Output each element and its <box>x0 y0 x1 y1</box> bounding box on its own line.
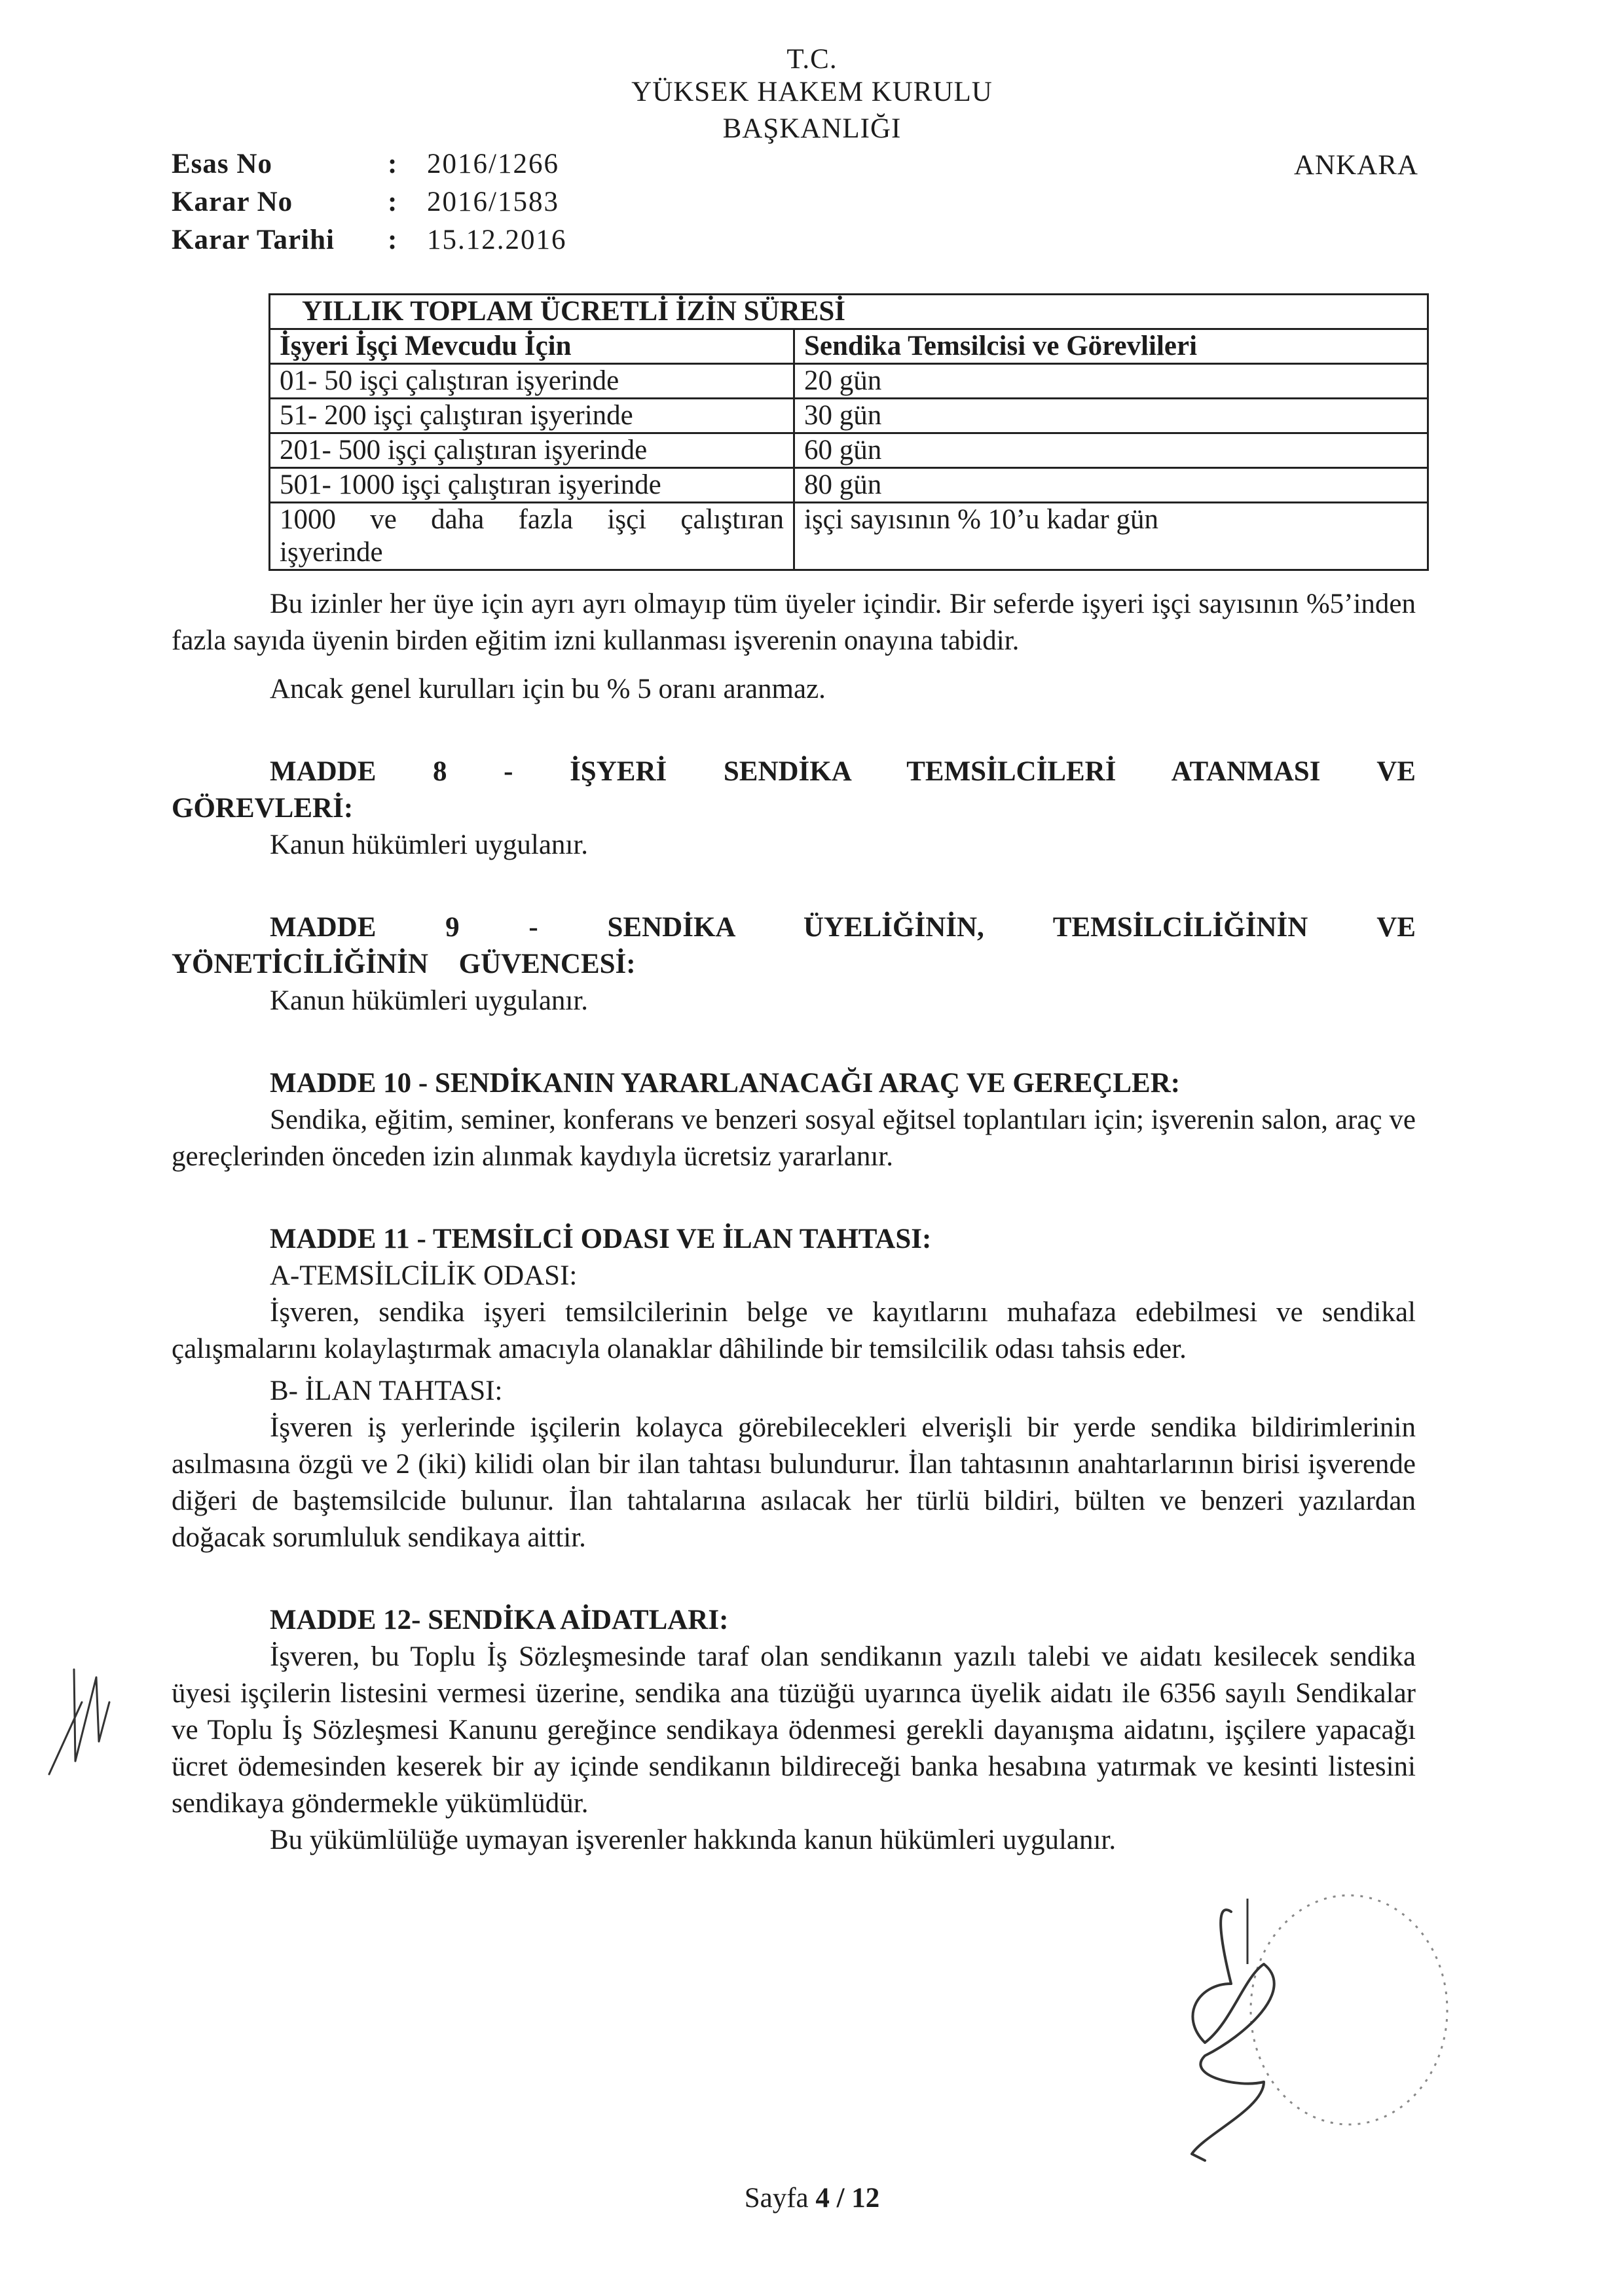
meta-row-esas <box>172 145 567 183</box>
article-text: Kanun hükümleri uygulanır. <box>270 829 589 860</box>
header-department: BAŞKANLIĞI <box>722 113 902 144</box>
meta-row-karar <box>172 183 567 221</box>
table-header-row <box>270 329 1428 364</box>
table-cell-days: 20 gün <box>794 364 1428 399</box>
table-cell-workforce: 51- 200 işçi çalıştıran işyerinde <box>270 399 794 433</box>
header-institution: YÜKSEK HAKEM KURULU <box>631 77 993 107</box>
table-cell-days: 80 gün <box>794 468 1428 503</box>
table-cell-workforce: 501- 1000 işçi çalıştıran işyerinde <box>270 468 794 503</box>
table-title-row <box>270 295 1428 329</box>
article-title: MADDE 9 - SENDİKA ÜYELİĞİNİN, TEMSİLCİLİĞİNİN VE YÖNETİCİLİĞİNİN GÜVENCESİ: <box>172 912 1416 979</box>
article-title: MADDE 11 - TEMSİLCİ ODASI VE İLAN TAHTASI: <box>270 1224 932 1254</box>
article-text: Kanun hükümleri uygulanır. <box>270 985 589 1016</box>
table-cell-line: 1000 ve daha fazla işçi çalıştıran <box>280 504 784 535</box>
paragraph: Ancak genel kurulları için bu % 5 oranı aranmaz. <box>270 674 826 704</box>
table-row <box>270 364 1428 399</box>
article-title: MADDE 10 - SENDİKANIN YARARLANACAĞI ARAÇ VE GEREÇLER: <box>270 1068 1181 1099</box>
meta-value: 15.12.2016 <box>427 225 567 255</box>
meta-label: Karar Tarihi <box>172 225 335 255</box>
article-text: Sendika, eğitim, seminer, konferans ve benzeri sosyal eğitsel toplantıları için; işverenin salon, araç ve gereçlerinden önceden izin alınmak kaydıyla ücretsiz yararlanır. <box>172 1104 1416 1172</box>
table-row <box>270 399 1428 433</box>
table-cell-days: işçi sayısının % 10’u kadar gün <box>794 503 1428 570</box>
document-body <box>172 586 1416 1859</box>
leave-table <box>268 293 1429 571</box>
table-row <box>270 433 1428 468</box>
meta-label: Karar No <box>172 187 293 217</box>
header-city: ANKARA <box>1294 150 1418 181</box>
table-col-header-leave: Sendika Temsilcisi ve Görevlileri <box>794 329 1428 364</box>
table-cell-days: 60 gün <box>794 433 1428 468</box>
article-title: MADDE 8 - İŞYERİ SENDİKA TEMSİLCİLERİ ATANMASI VE GÖREVLERİ: <box>172 756 1416 824</box>
meta-row-tarih <box>172 221 567 259</box>
subsection-title: B- İLAN TAHTASI: <box>270 1376 503 1406</box>
table-row <box>270 468 1428 503</box>
page-prefix: Sayfa <box>744 2183 809 2214</box>
subsection-title: A-TEMSİLCİLİK ODASI: <box>270 1260 578 1291</box>
table-cell-days: 30 gün <box>794 399 1428 433</box>
table-cell-line: işyerinde <box>280 537 383 568</box>
case-meta <box>172 145 567 259</box>
page-count: 4 / 12 <box>815 2183 880 2214</box>
table-cell-workforce <box>270 503 794 570</box>
meta-value: 2016/1583 <box>427 187 559 217</box>
table-row <box>270 503 1428 570</box>
table-cell-workforce: 201- 500 işçi çalıştıran işyerinde <box>270 433 794 468</box>
header-tc: T.C. <box>786 44 838 75</box>
article-text: İşveren, sendika işyeri temsilcilerinin belge ve kayıtlarını muhafaza edebilmesi ve sendikal çalışmalarını kolaylaştırmak amacıyla olanaklar dâhilinde bir temsilcilik odası tahsis eder. <box>172 1297 1416 1364</box>
meta-colon: : <box>388 225 397 255</box>
article-text: İşveren iş yerlerinde işçilerin kolayca görebilecekleri elverişli bir yerde sendika bildirimlerinin asılmasına özgü ve 2 (iki) kilidi olan bir ilan tahtası bulundurur. İlan tahtasının anahtarlarının birisi işverende diğeri de baştemsilcide bulunur. İlan tahtalarına asılacak her türlü bildiri, bülten ve benzeri yazılardan doğacak sorumluluk sendikaya aittir. <box>172 1412 1416 1553</box>
meta-colon: : <box>388 187 397 217</box>
margin-initial-signature <box>36 1663 115 1781</box>
paragraph: Bu izinler her üye için ayrı ayrı olmayıp tüm üyeler içindir. Bir seferde işyeri işçi sayısının %5’inden fazla sayıda üyenin birden eğitim izni kullanması işverenin onayına tabidir. <box>172 589 1416 656</box>
table-title: YILLIK TOPLAM ÜCRETLİ İZİN SÜRESİ <box>270 295 1428 329</box>
table-cell-workforce: 01- 50 işçi çalıştıran işyerinde <box>270 364 794 399</box>
signature-stamp <box>1133 1886 1460 2187</box>
article-text: İşveren, bu Toplu İş Sözleşmesinde taraf olan sendikanın yazılı talebi ve aidatı kesilecek sendika üyesi işçilerin listesini vermesi üzerine, sendika ana tüzüğü uyarınca üyelik aidatı ile 6356 sayılı Sendikalar ve Toplu İş Sözleşmesi Kanunu gereğince sendikaya ödenmesi gerekli dayanışma aidatını, işçilere yapacağı ücret ödemesinden keserek bir ay içinde sendikanın bildireceği banka hesabına yatırmak ve kesinti listesini sendikaya göndermekle yükümlüdür. <box>172 1641 1416 1819</box>
page-number <box>0 2182 1624 2214</box>
table-col-header-workforce: İşyeri İşçi Mevcudu İçin <box>270 329 794 364</box>
meta-label: Esas No <box>172 149 272 179</box>
meta-colon: : <box>388 149 397 179</box>
article-text: Bu yükümlülüğe uymayan işverenler hakkında kanun hükümleri uygulanır. <box>270 1825 1116 1855</box>
meta-value: 2016/1266 <box>427 149 559 179</box>
article-title: MADDE 12- SENDİKA AİDATLARI: <box>270 1605 729 1635</box>
